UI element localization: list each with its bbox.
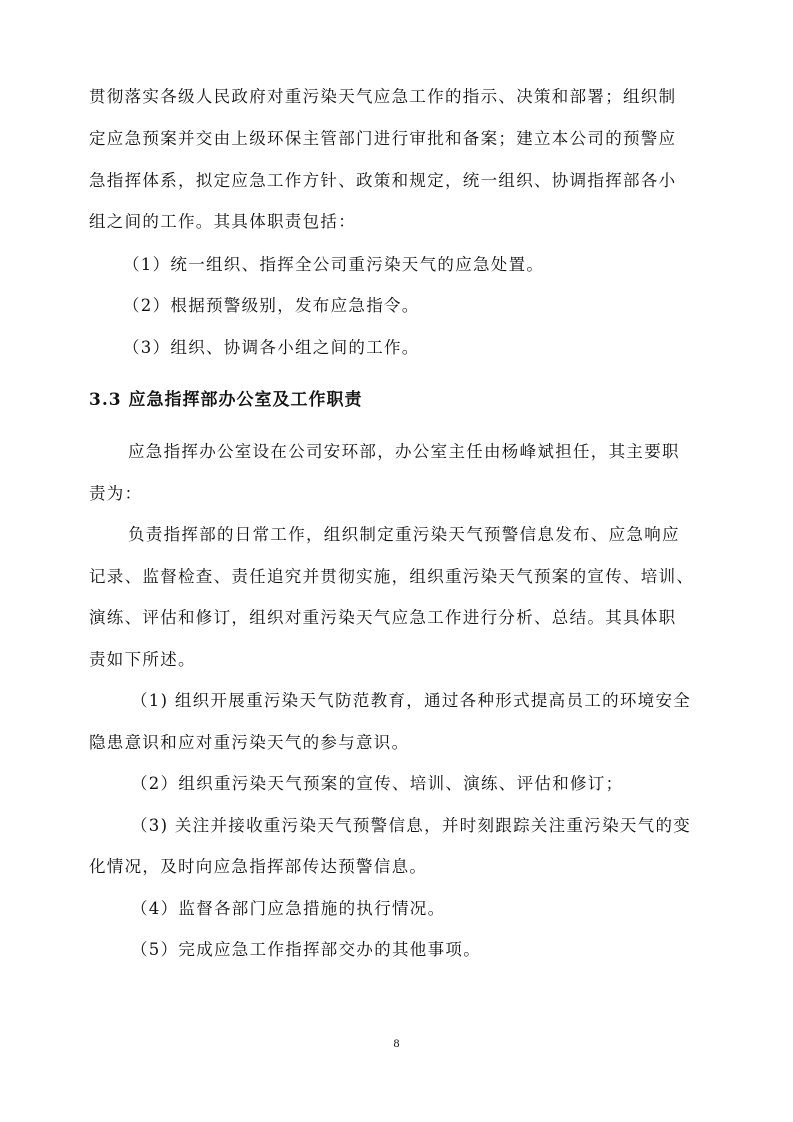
list-item: （2）根据预警级别，发布应急指令。 — [123, 296, 420, 315]
list-item: （1）统一组织、指挥全公司重污染天气的应急处置。 — [123, 255, 545, 274]
paragraph-line: 负责指挥部的日常工作，组织制定重污染天气预警信息发布、应急响应 — [128, 525, 680, 544]
list-item: （3) 关注并接收重污染天气预警信息，并时刻跟踪关注重污染天气的变 — [131, 816, 692, 835]
list-item: （1) 组织开展重污染天气防范教育，通过各种形式提高员工的环境安全 — [131, 691, 692, 710]
list-item: （2）组织重污染天气预案的宣传、培训、演练、评估和修订； — [131, 774, 624, 793]
paragraph-line: 化情况，及时向应急指挥部传达预警信息。 — [89, 857, 428, 876]
list-item: （5）完成应急工作指挥部交办的其他事项。 — [131, 940, 481, 959]
paragraph-line: 应急指挥办公室设在公司安环部，办公室主任由杨峰斌担任，其主要职 — [128, 442, 680, 461]
list-item: （3）组织、协调各小组之间的工作。 — [123, 338, 420, 357]
page-number: 8 — [393, 1036, 400, 1050]
section-heading: 3.3 应急指挥部办公室及工作职责 — [89, 390, 363, 410]
paragraph-line: 责为： — [89, 484, 143, 503]
list-item: （4）监督各部门应急措施的执行情况。 — [131, 899, 446, 918]
paragraph-line: 贯彻落实各级人民政府对重污染天气应急工作的指示、决策和部署；组织制 — [89, 87, 677, 106]
paragraph-line: 记录、监督检查、责任追究并贯彻实施，组织重污染天气预案的宣传、培训、 — [89, 567, 695, 586]
paragraph-line: 责如下所述。 — [89, 650, 196, 669]
paragraph-line: 急指挥体系，拟定应急工作方针、政策和规定，统一组织、协调指挥部各小 — [89, 171, 677, 190]
paragraph-line: 演练、评估和修订，组织对重污染天气应急工作进行分析、总结。其具体职 — [89, 608, 677, 627]
paragraph-line: 组之间的工作。其具体职责包括： — [89, 212, 356, 231]
paragraph-line: 隐患意识和应对重污染天气的参与意识。 — [89, 733, 410, 752]
paragraph-line: 定应急预案并交由上级环保主管部门进行审批和备案；建立本公司的预警应 — [89, 129, 677, 148]
